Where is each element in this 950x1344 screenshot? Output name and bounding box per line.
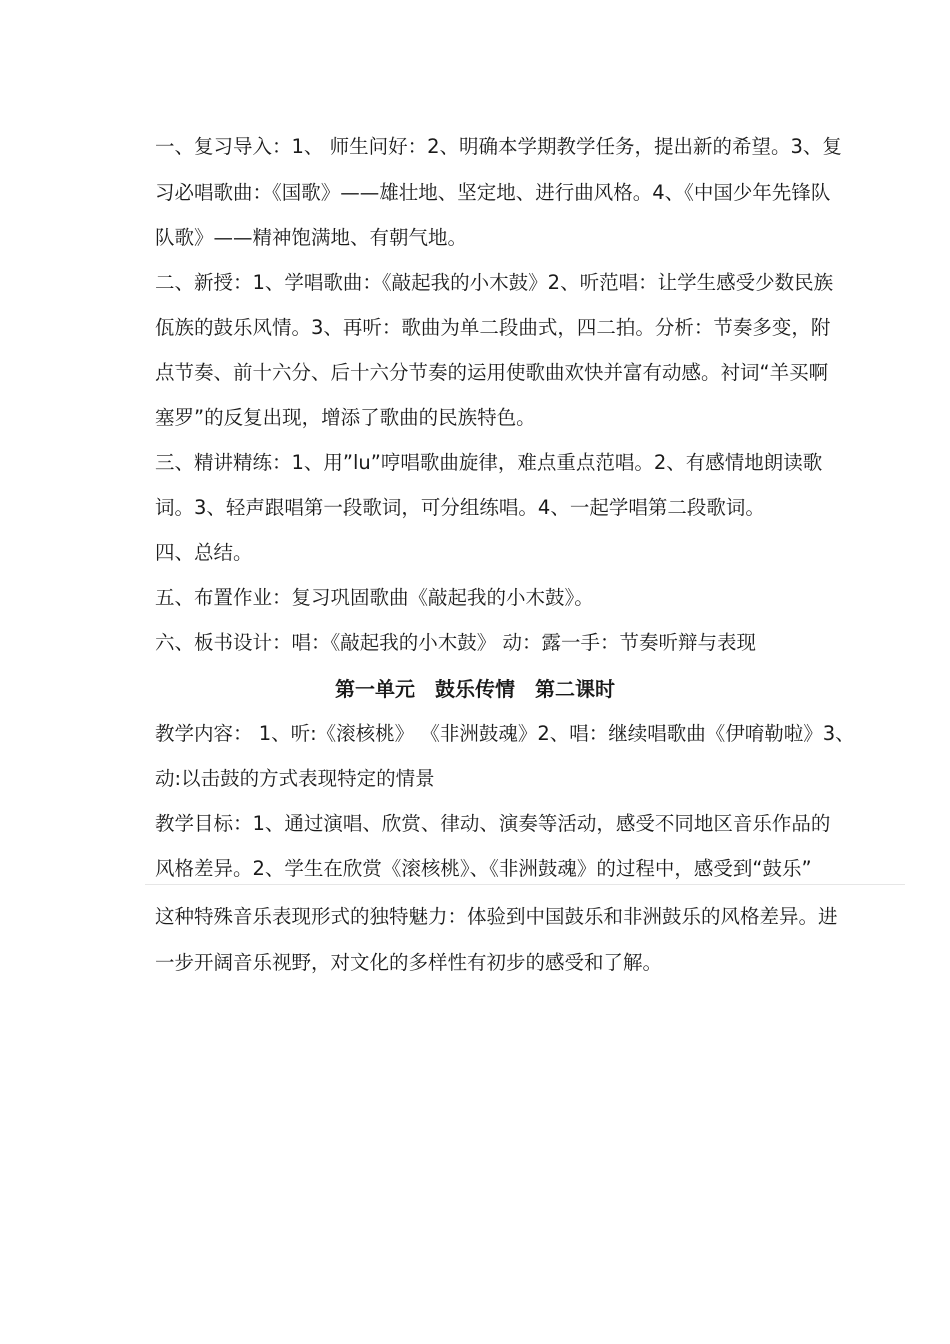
paragraph-line: 点节奏、前十六分、后十六分节奏的运用使歌曲欢快并富有动感。衬词“羊买啊 — [155, 361, 829, 384]
paragraph-line: 风格差异。2、学生在欣赏《滚核桃》、《非洲鼓魂》的过程中，感受到“鼓乐” — [155, 857, 812, 880]
paragraph-line: 佤族的鼓乐风情。3、再听：歌曲为单二段曲式，四二拍。分析：节奏多变，附 — [155, 316, 831, 339]
paragraph-line: 教学目标：1、通过演唱、欣赏、律动、演奏等活动，感受不同地区音乐作品的 — [155, 812, 831, 835]
paragraph-line: 五、布置作业：复习巩固歌曲《敲起我的小木鼓》。 — [155, 586, 594, 609]
paragraph-line: 一、复习导入：1、 师生问好：2、明确本学期教学任务，提出新的希望。3、复 — [155, 135, 842, 158]
paragraph-line: 一步开阔音乐视野，对文化的多样性有初步的感受和了解。 — [155, 951, 663, 974]
page-break-divider — [145, 884, 905, 885]
paragraph-line: 四、总结。 — [155, 541, 253, 564]
paragraph-line: 三、精讲精练：1、用”lu”哼唱歌曲旋律，难点重点范唱。2、有感情地朗读歌 — [155, 451, 823, 474]
paragraph-line: 二、新授：1、学唱歌曲：《敲起我的小木鼓》2、听范唱：让学生感受少数民族 — [155, 271, 834, 294]
paragraph-line: 这种特殊音乐表现形式的独特魅力：体验到中国鼓乐和非洲鼓乐的风格差异。进 — [155, 905, 838, 928]
paragraph-line: 词。3、轻声跟唱第一段歌词，可分组练唱。4、一起学唱第二段歌词。 — [155, 496, 765, 519]
paragraph-line: 动:以击鼓的方式表现特定的情景 — [155, 767, 435, 790]
paragraph-line: 塞罗”的反复出现，增添了歌曲的民族特色。 — [155, 406, 536, 429]
section-heading: 第一单元 鼓乐传情 第二课时 — [335, 677, 615, 701]
paragraph-line: 习必唱歌曲：《国歌》——雄壮地、坚定地、进行曲风格。4、《中国少年先锋队 — [155, 181, 831, 204]
paragraph-line: 队歌》——精神饱满地、有朝气地。 — [155, 226, 468, 249]
paragraph-line: 六、板书设计：唱：《敲起我的小木鼓》 动：露一手：节奏听辩与表现 — [155, 631, 756, 654]
paragraph-line: 教学内容： 1、听:《滚核桃》 《非洲鼓魂》2、唱：继续唱歌曲《伊唷勒啦》3、 — [155, 722, 855, 745]
